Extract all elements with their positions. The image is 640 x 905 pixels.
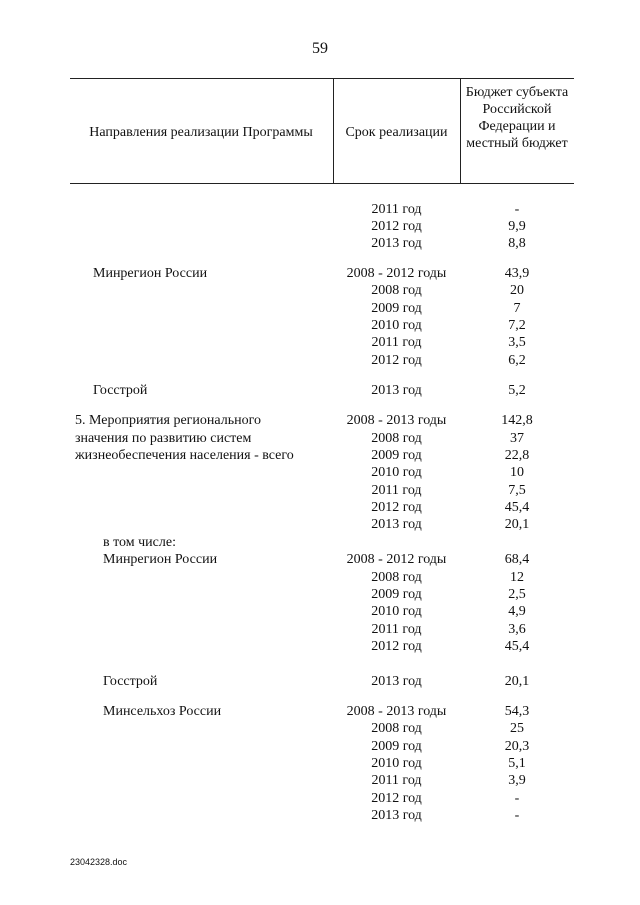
budget-cell: - [514, 808, 520, 823]
direction-cell: жизнеобеспечения населения - всего [75, 448, 294, 463]
budget-cell: 10 [510, 465, 524, 480]
table-row [0, 464, 640, 481]
term-cell: 2008 год [371, 570, 422, 585]
table-row [0, 569, 640, 586]
term-cell: 2011 год [371, 483, 422, 498]
budget-cell: 3,5 [508, 335, 526, 350]
term-cell: 2012 год [371, 219, 422, 234]
table-row [0, 218, 640, 235]
budget-cell: 4,9 [508, 604, 526, 619]
table-row [0, 201, 640, 218]
term-cell: 2013 год [371, 808, 422, 823]
budget-cell: 68,4 [504, 552, 530, 567]
table-row [0, 586, 640, 603]
table-row [0, 334, 640, 351]
table-row [0, 499, 640, 516]
budget-cell: 25 [510, 721, 524, 736]
direction-cell: Минсельхоз России [103, 704, 222, 719]
direction-cell: значения по развитию систем [75, 431, 252, 446]
term-cell: 2011 год [371, 202, 422, 217]
table-row [0, 551, 640, 568]
table-row [0, 603, 640, 620]
term-cell: 2013 год [371, 517, 422, 532]
table-row [0, 482, 640, 499]
budget-cell: 22,8 [504, 448, 530, 463]
budget-cell: - [514, 202, 520, 217]
budget-cell: 7 [513, 301, 521, 316]
table-row [0, 265, 640, 282]
budget-cell: 37 [510, 431, 524, 446]
table-row [0, 282, 640, 299]
table-row [0, 447, 640, 464]
term-cell: 2012 год [371, 639, 422, 654]
table-row [0, 352, 640, 369]
term-cell: 2012 год [371, 791, 422, 806]
table-row [0, 703, 640, 720]
table-row [0, 738, 640, 755]
term-cell: 2009 год [371, 301, 422, 316]
term-cell: 2010 год [371, 318, 422, 333]
table-row [0, 807, 640, 824]
table-row [0, 235, 640, 252]
direction-cell: Госстрой [93, 383, 148, 398]
term-cell: 2013 год [371, 236, 422, 251]
term-cell: 2009 год [371, 739, 422, 754]
budget-cell: - [514, 791, 520, 806]
budget-cell: 20,1 [504, 674, 530, 689]
file-name: 23042328.doc [70, 857, 128, 867]
term-cell: 2010 год [371, 604, 422, 619]
table-row [0, 412, 640, 429]
budget-cell: 45,4 [504, 639, 530, 654]
table-row [0, 790, 640, 807]
term-cell: 2013 год [371, 383, 422, 398]
table-row [0, 317, 640, 334]
direction-cell: Минрегион России [93, 266, 208, 281]
term-cell: 2008 - 2013 годы [346, 413, 447, 428]
term-cell: 2010 год [371, 756, 422, 771]
term-cell: 2013 год [371, 674, 422, 689]
term-cell: 2008 - 2012 годы [346, 266, 447, 281]
term-cell: 2010 год [371, 465, 422, 480]
budget-cell: 45,4 [504, 500, 530, 515]
budget-cell: 3,9 [508, 773, 526, 788]
term-cell: 2009 год [371, 448, 422, 463]
table-row [0, 621, 640, 638]
table-row [0, 638, 640, 655]
term-cell: 2012 год [371, 500, 422, 515]
term-cell: 2008 - 2013 годы [346, 704, 447, 719]
table-row [0, 673, 640, 690]
budget-cell: 9,9 [508, 219, 526, 234]
budget-cell: 20,1 [504, 517, 530, 532]
table-row [0, 430, 640, 447]
budget-cell: 2,5 [508, 587, 526, 602]
page-number: 59 [312, 40, 328, 57]
budget-cell: 43,9 [504, 266, 530, 281]
table-row [0, 772, 640, 789]
term-cell: 2011 год [371, 773, 422, 788]
table-row [0, 382, 640, 399]
term-cell: 2009 год [371, 587, 422, 602]
budget-cell: 142,8 [501, 413, 533, 428]
header-budget: Бюджет субъекта Российской Федерации и местный бюджет [465, 85, 569, 151]
term-cell: 2008 год [371, 283, 422, 298]
term-cell: 2008 год [371, 721, 422, 736]
table-top-rule [70, 78, 574, 79]
header-direction: Направления реализации Программы [89, 125, 313, 140]
header-term: Срок реализации [345, 125, 448, 140]
budget-cell: 5,2 [508, 383, 526, 398]
direction-cell: Минрегион России [103, 552, 218, 567]
term-cell: 2008 - 2012 годы [346, 552, 447, 567]
term-cell: 2011 год [371, 335, 422, 350]
direction-cell: Госстрой [103, 674, 158, 689]
direction-cell: в том числе: [103, 535, 176, 550]
budget-cell: 6,2 [508, 353, 526, 368]
budget-cell: 7,2 [508, 318, 526, 333]
direction-cell: 5. Мероприятия регионального [75, 413, 261, 428]
budget-cell: 12 [510, 570, 524, 585]
table-row [0, 755, 640, 772]
table-header-rule [70, 183, 574, 184]
term-cell: 2008 год [371, 431, 422, 446]
budget-cell: 20,3 [504, 739, 530, 754]
term-cell: 2012 год [371, 353, 422, 368]
table-row [0, 534, 640, 551]
table-row [0, 300, 640, 317]
budget-cell: 5,1 [508, 756, 526, 771]
budget-cell: 20 [510, 283, 524, 298]
table-row [0, 720, 640, 737]
budget-cell: 54,3 [504, 704, 530, 719]
term-cell: 2011 год [371, 622, 422, 637]
budget-cell: 8,8 [508, 236, 526, 251]
budget-cell: 3,6 [508, 622, 526, 637]
table-row [0, 516, 640, 533]
budget-cell: 7,5 [508, 483, 526, 498]
